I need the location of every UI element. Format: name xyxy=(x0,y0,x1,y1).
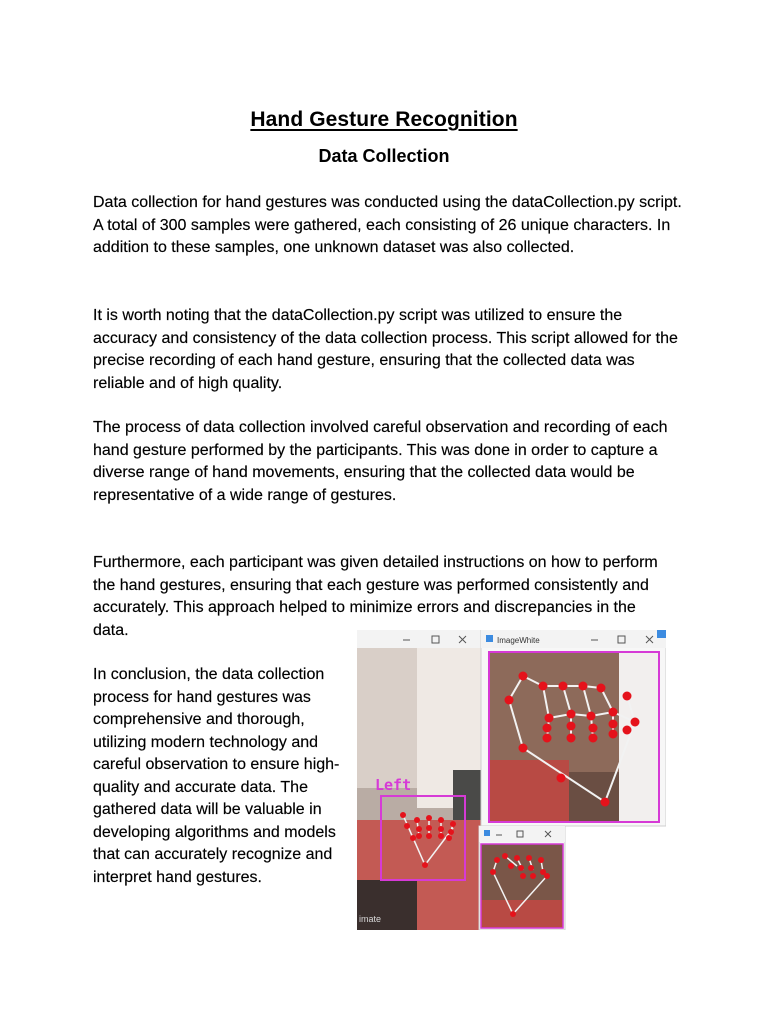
hand-tracking-screenshot xyxy=(357,630,666,930)
paragraph-4: Furthermore, each participant was given detailed instructions on how to perform the hand gestures, ensuring that each gesture was performed consistently and accurately. This approach helped to minimize errors and discrepancies in the data. xyxy=(93,554,658,639)
paragraph-5: In conclusion, the data collection process for hand gestures was comprehensive and thorough, utilizing modern technology and careful observation to ensure high-quality and accurate data. The gathered data will be valuable in developing algorithms and models that can accurately recognize and interpret hand gestures. xyxy=(93,666,340,886)
watermark-text: imate xyxy=(359,914,382,924)
app-icon xyxy=(484,830,490,836)
hand-label: Left xyxy=(375,776,412,794)
document-title: Hand Gesture Recognition xyxy=(250,108,518,131)
paragraph-2: It is worth noting that the dataCollection.py script was utilized to ensure the accuracy and consistency of the data collection process. This script allowed for the precise recording of each hand gesture, ensuring that the collected data was reliable and of high quality. xyxy=(93,307,678,392)
section-heading: Data Collection xyxy=(318,146,450,166)
paragraph-1: Data collection for hand gestures was conducted using the dataCollection.py script. A total of 300 samples were gathered, each consisting of 26 unique characters. In addition to these samples, one unknown dataset was also collected. xyxy=(93,194,682,256)
small-window-titlebar xyxy=(479,826,565,842)
paragraph-3: The process of data collection involved careful observation and recording of each hand gesture performed by the participants. This was done in order to capture a diverse range of hand movements, ensuring that the collected data would be representative of a wide range of gestures. xyxy=(93,419,668,504)
app-icon xyxy=(486,635,493,642)
hand-tracking-figure xyxy=(357,630,666,930)
window-title: ImageWhite xyxy=(497,636,540,645)
